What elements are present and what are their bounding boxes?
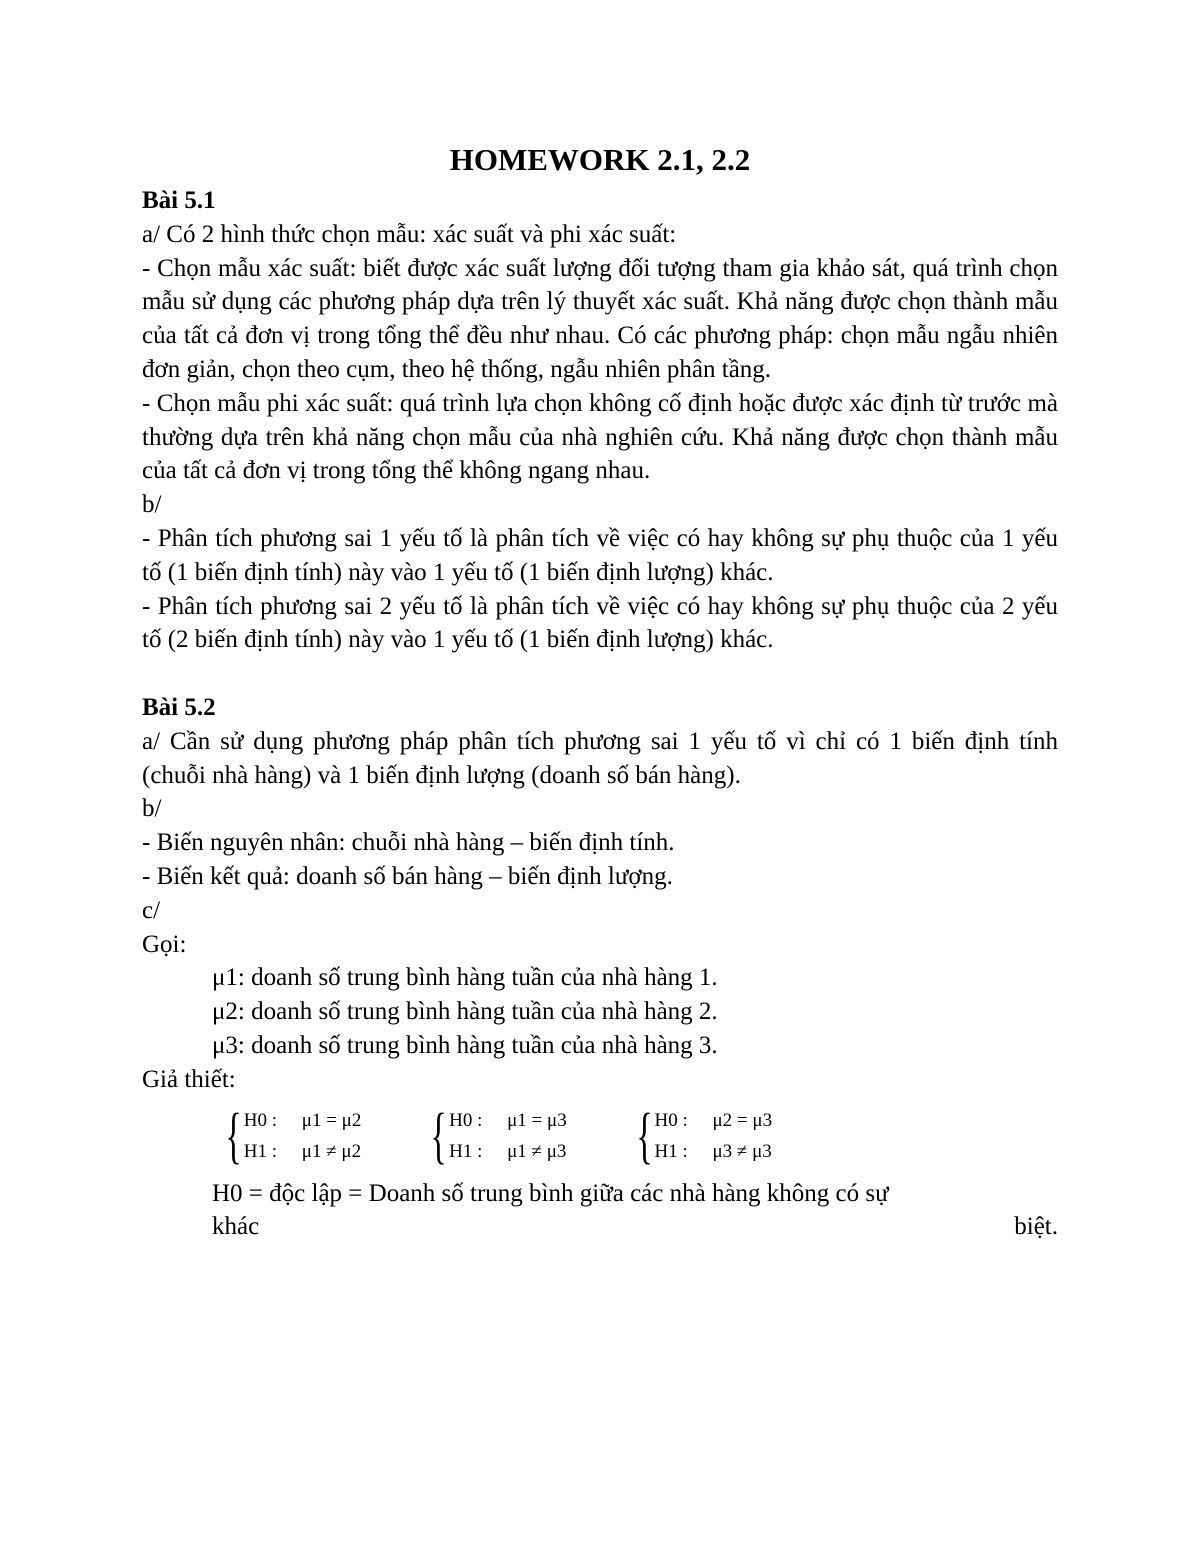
- left-brace-icon: {: [225, 1101, 242, 1170]
- mu-definition: μ1: doanh số trung bình hàng tuần của nhà hàng 1.: [212, 964, 718, 992]
- gia-thiet-label: Giả thiết:: [142, 1065, 236, 1093]
- section-heading-5-2: Bài 5.2: [142, 693, 216, 721]
- h0-label: H0 :: [243, 1109, 278, 1131]
- h0-label: H0 :: [449, 1109, 483, 1131]
- conclusion-word-right: biệt.: [1014, 1213, 1058, 1241]
- h1-label: H1 :: [654, 1140, 688, 1162]
- alternative-hypothesis: μ1 ≠ μ2: [301, 1140, 362, 1162]
- part-c-label: c/: [142, 896, 161, 924]
- h0-label: H0 :: [654, 1109, 688, 1131]
- null-hypothesis: μ2 = μ3: [712, 1109, 773, 1131]
- conclusion-word-left: khác: [212, 1213, 260, 1241]
- h1-label: H1 :: [449, 1140, 483, 1162]
- left-brace-icon: {: [636, 1101, 653, 1170]
- effect-variable-line: - Biến kết quả: doanh số bán hàng – biến định lượng.: [142, 862, 673, 890]
- null-hypothesis: μ1 = μ3: [507, 1109, 567, 1131]
- null-hypothesis: μ1 = μ2: [301, 1109, 362, 1131]
- page-title: HOMEWORK 2.1, 2.2: [449, 142, 751, 177]
- conclusion-block: [142, 1177, 1058, 1245]
- mu-definition: μ2: doanh số trung bình hàng tuần của nhà hàng 2.: [212, 998, 718, 1026]
- h1-label: H1 :: [243, 1140, 278, 1162]
- conclusion-line: H0 = độc lập = Doanh số trung bình giữa các nhà hàng không có sự: [212, 1179, 889, 1207]
- alternative-hypothesis: μ3 ≠ μ3: [712, 1140, 772, 1162]
- sampling-intro: a/ Có 2 hình thức chọn mẫu: xác suất và phi xác suất:: [142, 220, 677, 248]
- alternative-hypothesis: μ1 ≠ μ3: [507, 1140, 567, 1162]
- hypothesis-system: [212, 1101, 362, 1170]
- spacer: [142, 657, 1058, 691]
- part-b-label: b/: [142, 491, 162, 519]
- section-heading-5-1: Bài 5.1: [142, 187, 216, 214]
- conclusion-line-2: [212, 1210, 1058, 1244]
- hypothesis-system: [417, 1101, 567, 1170]
- part-b-label-2: b/: [142, 795, 162, 823]
- nonprobability-sampling-paragraph: - Chọn mẫu phi xác suất: quá trình lựa chọn không cố định hoặc được xác định từ trước mà thường dựa trên khả năng chọn mẫu của nhà nghiên cứu. Khả năng được chọn thành mẫu của tất cả đơn vị trong tổng thể không ngang nhau.: [142, 389, 1058, 485]
- probability-sampling-paragraph: - Chọn mẫu xác suất: biết được xác suất lượng đối tượng tham gia khảo sát, quá trình chọn mẫu sử dụng các phương pháp dựa trên lý thuyết xác suất. Khả năng được chọn thành mẫu của tất cả đơn vị trong tổng thể đều như nhau. Có các phương pháp: chọn mẫu ngẫu nhiên đơn giản, chọn theo cụm, theo hệ thống, ngẫu nhiên phân tầng.: [142, 254, 1058, 383]
- hypothesis-system: [623, 1101, 773, 1170]
- document-body: [142, 140, 1058, 1244]
- hypothesis-systems: [142, 1101, 1058, 1170]
- mu-definition: μ3: doanh số trung bình hàng tuần của nhà hàng 3.: [212, 1031, 718, 1059]
- two-way-anova-paragraph: - Phân tích phương sai 2 yếu tố là phân tích về việc có hay không sự phụ thuộc của 2 yếu tố (2 biến định tính) này vào 1 yếu tố (1 biến định lượng) khác.: [142, 592, 1058, 654]
- one-way-anova-paragraph: - Phân tích phương sai 1 yếu tố là phân tích về việc có hay không sự phụ thuộc của 1 yếu tố (1 biến định tính) này vào 1 yếu tố (1 biến định lượng) khác.: [142, 524, 1058, 586]
- method-choice-paragraph: a/ Cần sử dụng phương pháp phân tích phương sai 1 yếu tố vì chỉ có 1 biến định tính (chuỗi nhà hàng) và 1 biến định lượng (doanh số bán hàng).: [142, 727, 1058, 789]
- cause-variable-line: - Biến nguyên nhân: chuỗi nhà hàng – biến định tính.: [142, 829, 675, 857]
- left-brace-icon: {: [430, 1101, 448, 1170]
- goi-label: Gọi:: [142, 930, 187, 958]
